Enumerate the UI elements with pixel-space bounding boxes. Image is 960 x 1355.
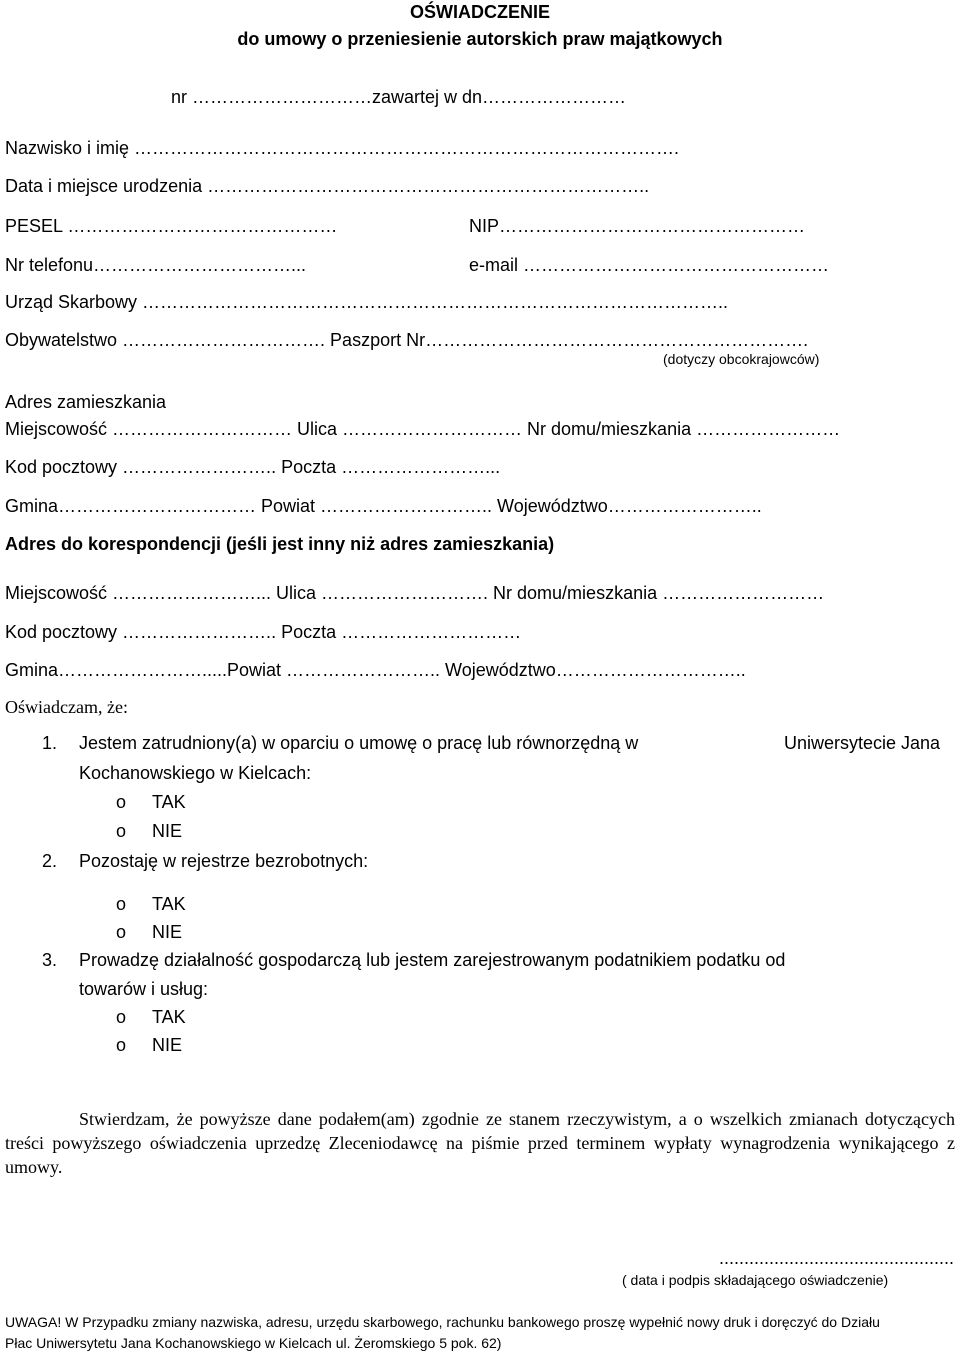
item-1-text: Jestem zatrudniony(a) w oparciu o umowę o pracę lub równorzędną w [79, 733, 639, 753]
declaration-intro: Oświadczam, że: [5, 697, 128, 717]
item-1-text-cont: Kochanowskiego w Kielcach: [79, 763, 312, 783]
item-1-text-end: Uniwersytecie Jana [784, 733, 941, 753]
item-2-text: Pozostaję w rejestrze bezrobotnych: [79, 851, 369, 871]
signature-label: ( data i podpis składającego oświadczenie) [622, 1272, 889, 1288]
item-3-text-cont: towarów i usług: [79, 979, 209, 999]
option-bullet: o [116, 922, 127, 942]
address-line-3: Gmina…………………………… Powiat ……………………….. Województwo…………………….. [5, 496, 762, 516]
address-line-1: Miejscowość ………………………… Ulica ………………………… Nr domu/mieszkania …………………… [5, 419, 841, 439]
footer-note-line-1: UWAGA! W Przypadku zmiany nazwiska, adresu, urzędu skarbowego, rachunku bankowego proszę wypełnić nowy druk i doręczyć do Działu [5, 1314, 880, 1330]
citizenship-passport-field: Obywatelstwo ……………………………. Paszport Nr………………………………………………………. [5, 330, 809, 350]
item-3-number: 3. [42, 950, 58, 970]
phone-field: Nr telefonu……………………………... [5, 255, 307, 275]
item-3-option-nie[interactable]: NIE [152, 1035, 183, 1055]
item-3-text: Prowadzę działalność gospodarczą lub jestem zarejestrowanym podatnikiem podatku od [79, 950, 786, 970]
option-bullet: o [116, 821, 127, 841]
item-1-number: 1. [42, 733, 58, 753]
nip-field: NIP…………………………………………… [469, 216, 806, 236]
footer-note-line-2: Płac Uniwersytetu Jana Kochanowskiego w Kielcach ul. Żeromskiego 5 pok. 62) [5, 1335, 502, 1351]
contract-number-line: nr …………………………zawartej w dn…………………… [171, 87, 627, 107]
correspondence-line-1: Miejscowość ……………………... Ulica ………………………. Nr domu/mieszkania ……………………… [5, 583, 825, 603]
item-3-option-tak[interactable]: TAK [152, 1007, 186, 1027]
option-bullet: o [116, 894, 127, 914]
correspondence-line-2: Kod pocztowy …………………….. Poczta ………………………… [5, 622, 522, 642]
item-2-number: 2. [42, 851, 58, 871]
address-heading: Adres zamieszkania [5, 392, 167, 412]
correspondence-heading: Adres do korespondencji (jeśli jest inny niż adres zamieszkania) [5, 534, 555, 554]
option-bullet: o [116, 1035, 127, 1055]
statement-paragraph: Stwierdzam, że powyższe dane podałem(am) zgodnie ze stanem rzeczywistym, a o wszelkich zmianach dotyczących treści powyższego oświadczenia uprzedzę Zleceniodawcę na piśmie przed terminem wypłaty wynagrodzenia wynikającego z umowy. [5, 1109, 955, 1177]
birth-field: Data i miejsce urodzenia ……………………………………………………………….. [5, 176, 650, 196]
signature-line: ............................................... [718, 1248, 954, 1268]
passport-note: (dotyczy obcokrajowców) [663, 351, 820, 367]
email-field: e-mail …………………………………………… [469, 255, 830, 275]
option-bullet: o [116, 1007, 127, 1027]
item-1-option-tak[interactable]: TAK [152, 792, 186, 812]
correspondence-line-3: Gmina…………………….....Powiat …………………….. Województwo………………………….. [5, 660, 746, 680]
option-bullet: o [116, 792, 127, 812]
item-2-option-tak[interactable]: TAK [152, 894, 186, 914]
document-title: OŚWIADCZENIE [409, 2, 550, 22]
item-1-option-nie[interactable]: NIE [152, 821, 183, 841]
tax-office-field: Urząd Skarbowy …………………………………………………………………………………….. [5, 292, 729, 312]
item-2-option-nie[interactable]: NIE [152, 922, 183, 942]
pesel-field: PESEL ……………………………………… [5, 216, 338, 236]
address-line-2: Kod pocztowy …………………….. Poczta ……………………... [5, 457, 501, 477]
name-field: Nazwisko i imię ………………………………………………………………………………. [5, 138, 680, 158]
document-subtitle: do umowy o przeniesienie autorskich praw majątkowych [237, 29, 723, 49]
